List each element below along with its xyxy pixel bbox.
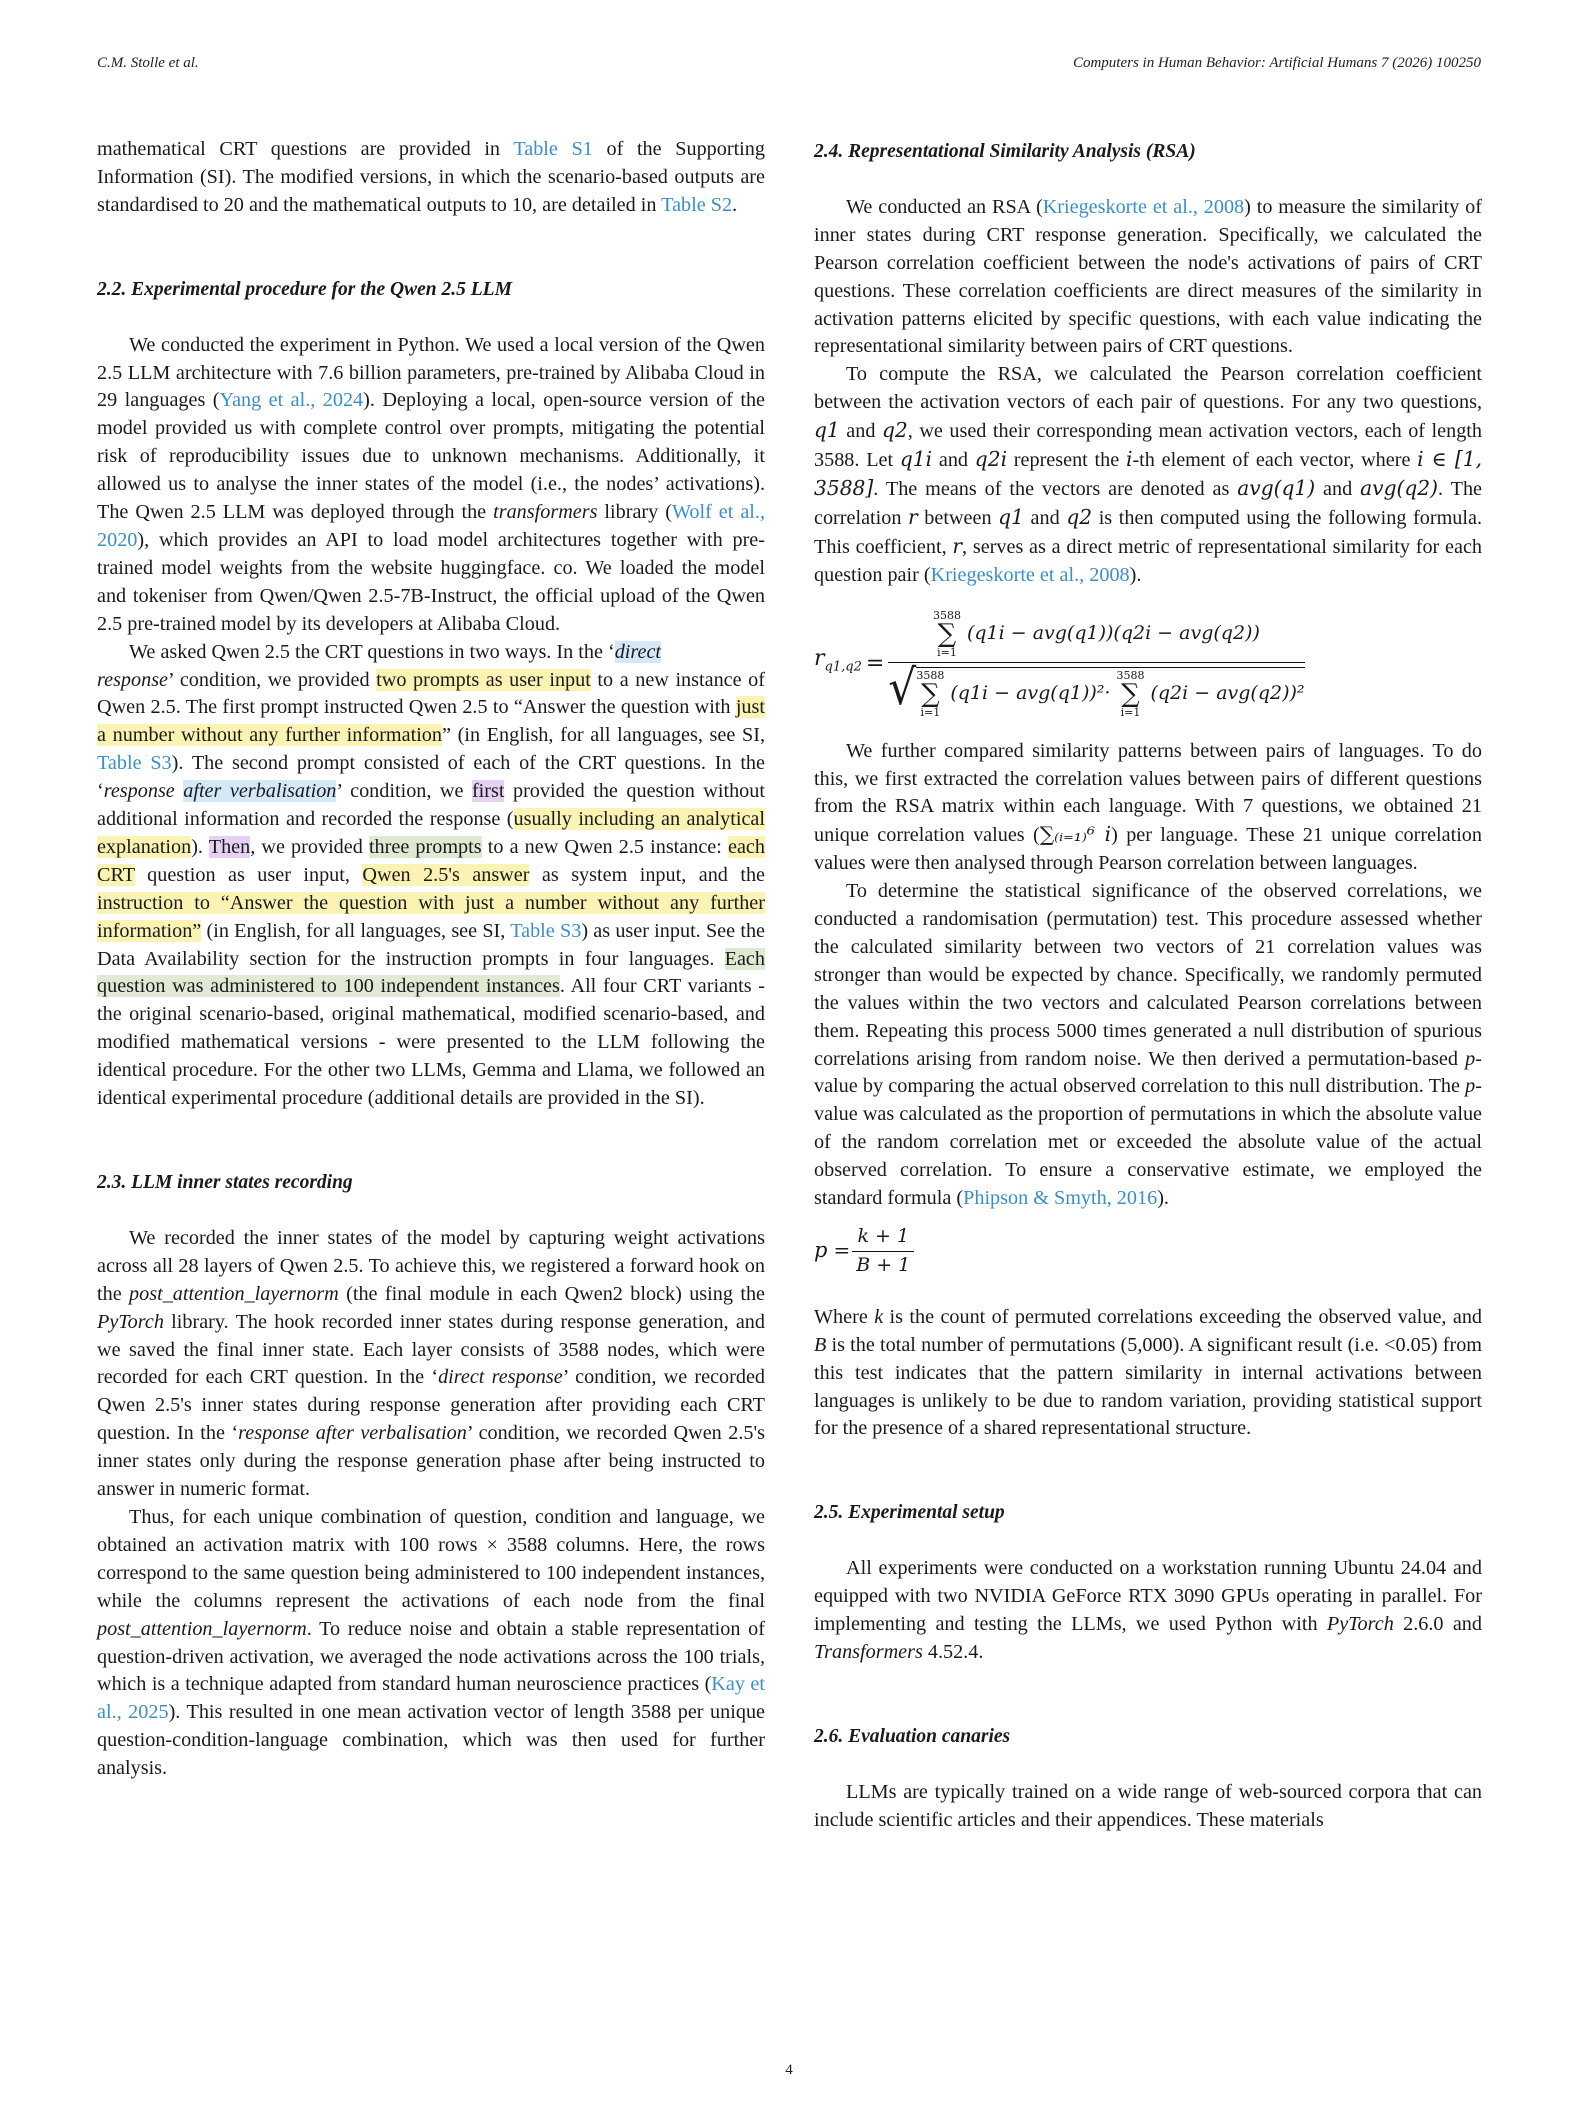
text: of the Supporting Information (SI). The modified versions, in which the scenario-based outputs are standardised to 20 and the mathematical outputs to 10, are detailed in (97, 138, 765, 216)
paragraph-2-4-4 (814, 878, 1482, 1213)
text: LLMs are typically trained on a wide range of web-sourced corpora that can include scientific articles and their appendices. These materials (814, 1780, 1482, 1831)
math-avg-q1: avg(q1) (1237, 475, 1316, 500)
kay-2025-link[interactable]: Kay et al., 2025 (97, 1673, 765, 1724)
math-range: i ∈ [1, 3588] (814, 447, 1482, 500)
highlight-yellow[interactable]: two prompts as user input (376, 668, 591, 691)
yang-2024-link[interactable]: Yang et al., 2024 (219, 389, 364, 412)
emphasis: transformers (493, 501, 598, 524)
text: ’ condition, we recorded Qwen 2.5's inner states only during the response generation phase after being instructed to answer in numeric format. (97, 1422, 765, 1501)
text: ). This resulted in one mean activation vector of length 3588 per unique question-condition-language combination, which was then used for further analysis. (97, 1701, 765, 1780)
text: -value by comparing the actual observed correlation to this null distribution. The (814, 1047, 1482, 1098)
paragraph-2-4-5 (814, 1304, 1482, 1444)
math-q1i: q1i (899, 447, 933, 472)
highlight-purple[interactable]: Then (208, 835, 251, 858)
text: , serves as a direct metric of representational similarity for each question pair ( (814, 535, 1482, 586)
text: We asked Qwen 2.5 the CRT questions in two ways. In the ‘ (129, 640, 615, 663)
section-heading-2-2: 2.2. Experimental procedure for the Qwen 2.5 LLM (97, 278, 512, 300)
section-heading-2-5: 2.5. Experimental setup (814, 1502, 1005, 1524)
emphasis: p (1465, 1075, 1476, 1098)
sum-upper: 3588 (1116, 668, 1145, 682)
highlight-blue[interactable]: direct (614, 640, 662, 663)
text: ) as user input. See the Data Availability section for the instruction prompts in four languages. (97, 919, 766, 970)
text: To compute the RSA, we calculated the Pearson correlation coefficient between the activation vectors of each pair of questions. For any two questions, (814, 363, 1482, 414)
math-q1: q1 (998, 504, 1024, 529)
text: ” (in English, for all languages, see SI, (442, 724, 765, 747)
math-r: r (952, 533, 963, 558)
sum-operator: 3588 ∑ i=1 (916, 668, 945, 719)
formula-denominator: B + 1 (856, 1253, 911, 1276)
text: is then computed using the following formula. This coefficient, (814, 506, 1482, 558)
text: (in English, for all languages, see SI, (201, 919, 511, 942)
section-heading-2-3: 2.3. LLM inner states recording (97, 1172, 353, 1193)
text: . The means of the vectors are denoted as (873, 477, 1238, 500)
emphasis: response after verbalisation (238, 1422, 467, 1445)
text: ). The second prompt consisted of each of the CRT questions. In the ‘ (97, 752, 765, 803)
math-r: r (908, 504, 918, 529)
section-heading-2-6: 2.6. Evaluation canaries (814, 1725, 1011, 1747)
formula-numerator: k + 1 (857, 1225, 910, 1247)
table-s2-link[interactable]: Table S2 (661, 193, 733, 216)
text: library ( (597, 501, 672, 524)
kriegeskorte-2008-link[interactable]: Kriegeskorte et al., 2008 (1042, 195, 1245, 218)
pearson-correlation-formula: $r_{q1,q2}$ = 3588 ∑ i=1 (q1i − avg(q1))(q2i − avg(q2)) √ 3588 ∑ i=1 (q1i − avg(q1))²· 3588 ∑ i=1 (q2i − avg(q2))² (814, 608, 1305, 719)
emphasis: response (103, 780, 184, 803)
running-head-journal: Computers in Human Behavior: Artificial Humans 7 (2026) 100250 (1072, 55, 1481, 71)
phipson-smyth-2016-link[interactable]: Phipson & Smyth, 2016 (963, 1187, 1158, 1210)
text: to a new Qwen 2.5 instance: (481, 835, 729, 858)
text: , we provided (250, 835, 369, 858)
wolf-2020-link[interactable]: Wolf et al., 2020 (97, 501, 765, 551)
text: Where (814, 1305, 875, 1328)
p-value-formula: p = $\frac{k + 1}{B + 1}$ (814, 1223, 1482, 1280)
table-s1-link[interactable]: Table S1 (513, 138, 593, 160)
table-s3-link[interactable]: Table S3 (97, 752, 172, 775)
running-head-authors: C.M. Stolle et al. (97, 55, 199, 71)
math-q2i: q2i (974, 447, 1008, 472)
text: and (1315, 477, 1361, 500)
sum-operator: 3588 ∑ i=1 (1116, 668, 1145, 719)
sqrt: √ 3588 ∑ i=1 (q1i − avg(q1))²· 3588 ∑ i=1 (q2i − avg(q2))² (888, 659, 1305, 719)
denominator-term-1: (q1i − avg(q1))²· (950, 681, 1111, 704)
highlight-green[interactable]: Each question was administered to 100 independent instances (97, 947, 765, 998)
text: ). Deploying a local, open-source version of the model provided us with complete control over prompts, mitigating the potential risk of reproducibility issues due to unknown mechanisms. Additionally, it allowed us to analyse the inner states of the model (i.e., the nodes’ activations). The Qwen 2.5 LLM was deployed through the (97, 389, 765, 524)
formula-fraction (888, 610, 1304, 718)
text: ). (1129, 563, 1142, 586)
emphasis: PyTorch (97, 1310, 164, 1333)
text: library. The hook recorded inner states during response generation, and we saved the final inner state. Each layer consists of 3588 nodes, which were recorded for each CRT question. In the ‘ (97, 1310, 765, 1389)
text: , we used their corresponding mean activation vectors, each of length 3588. Let (814, 420, 1482, 472)
text: ). (191, 835, 209, 858)
text: We conducted an RSA ( (846, 195, 1043, 218)
highlight-blue[interactable]: after verbalisation (183, 780, 337, 803)
text: 4.52.4. (922, 1640, 984, 1663)
text: -value was calculated as the proportion of permutations in which the absolute value of the random correlation met or exceeded the absolute value of the actual observed correlation. To ensure a conservative estimate, we employed the standard formula ( (814, 1075, 1482, 1210)
sum-upper: 3588 (916, 668, 945, 682)
text: We conducted the experiment in Python. We used a local version of the Qwen 2.5 LLM architecture with 7.6 billion parameters, pre-trained by Alibaba Cloud in 29 languages ( (97, 333, 765, 412)
formula-r: r (814, 646, 825, 672)
text: ) to measure the similarity of inner states during CRT response generation. Specifically, we calculated the Pearson correlation coefficient between the node's activations of pairs of CRT questions. These correlation coefficients are direct measures of the similarity in activation patterns elicited by specific questions, with each value indicating the representational similarity between pairs of CRT questions. (814, 195, 1482, 358)
text: To determine the statistical significance of the observed correlations, we conducted a randomisation (permutation) test. This procedure assessed whether the calculated similarity between two vectors of 21 correlation values was stronger than would be expected by chance. Specifically, we randomly permuted the values within the two vectors and calculated Pearson correlations between them. Repeating this process 5000 times generated a null distribution of spurious correlations arising from random noise. We then derived a permutation-based (814, 880, 1482, 1070)
text: ), which provides an API to load model architectures together with pre-trained model weights from the website huggingface. co. We loaded the model and tokeniser from Qwen/Qwen 2.5-7B-Instruct, the official upload of the Qwen 2.5 pre-trained model by its developers at Alibaba Cloud. (97, 528, 765, 635)
numerator-term: (q1i − avg(q1))(q2i − avg(q2)) (966, 621, 1260, 644)
text: We recorded the inner states of the model by capturing weight activations across all 28 layers of Qwen 2.5. To achieve this, we registered a forward hook on the (97, 1226, 765, 1305)
text: We further compared similarity patterns between pairs of languages. To do this, we first extracted the correlation values between pairs of different questions from the RSA matrix within each language. With 7 questions, we obtained 21 unique correlation values ( (814, 739, 1482, 847)
highlight-yellow[interactable]: instruction to “Answer the question with just a number without any further information” (97, 891, 765, 942)
emphasis: direct response (438, 1366, 563, 1389)
text: ). (1157, 1187, 1169, 1210)
math-q2: q2 (881, 418, 908, 443)
emphasis: PyTorch (1326, 1613, 1394, 1636)
text: provided the question without additional information and recorded the response ( (97, 780, 765, 831)
highlight-yellow[interactable]: Qwen 2.5's answer (362, 863, 530, 886)
math-i: i (1125, 447, 1133, 472)
sum-lower: i=1 (920, 705, 941, 719)
text: Thus, for each unique combination of question, condition and language, we obtained an activation matrix with 100 rows × 3588 columns. Here, the rows correspond to the same question being administered to 100 independent instances, while the columns represent the activations of each node from the final (97, 1505, 765, 1612)
text: ’ condition, we recorded Qwen 2.5's inner states during response generation after providing each CRT question. In the ‘ (97, 1366, 766, 1445)
paragraph-2-3-2 (97, 1504, 765, 1783)
text: (the final module in each Qwen2 block) using the (338, 1282, 765, 1305)
math-q1: q1 (814, 418, 840, 443)
paragraph-2-4-3 (814, 738, 1482, 879)
emphasis: Transformers (814, 1640, 923, 1663)
text: . (732, 193, 738, 216)
text: mathematical CRT questions are provided in (97, 138, 514, 160)
text: is the total number of permutations (5,000). A significant result (i.e. <0.05) from this test indicates that the pattern similarity in internal activations between languages is unlikely to be due to random variation, providing statistical support for the presence of a shared representational structure. (814, 1333, 1482, 1440)
text: and (839, 420, 882, 443)
math-q2: q2 (1066, 504, 1093, 529)
text: is the count of permuted correlations exceeding the observed value, and (883, 1305, 1483, 1328)
highlight-green[interactable]: three prompts (368, 835, 482, 858)
emphasis: B (814, 1333, 827, 1356)
paragraph-2-4-2 (814, 361, 1482, 589)
emphasis: response (97, 668, 169, 691)
intro-paragraph (97, 136, 765, 220)
paragraph-2-6-1 (814, 1779, 1482, 1835)
highlight-yellow[interactable]: each CRT (97, 835, 765, 886)
math-avg-q2: avg(q2) (1360, 475, 1439, 500)
text: to a new instance of Qwen 2.5. The first prompt instructed Qwen 2.5 to “Answer the question with (97, 668, 765, 719)
highlight-yellow[interactable]: usually including an analytical explanation (97, 808, 765, 858)
text: All experiments were conducted on a workstation running Ubuntu 24.04 and equipped with two NVIDIA GeForce RTX 3090 GPUs operating in parallel. For implementing and testing the LLMs, we used Python with (814, 1557, 1482, 1636)
text: and (1023, 506, 1067, 529)
text: . All four CRT variants - the original scenario-based, original mathematical, modified scenario-based, and modified mathematical versions - were presented to the LLM following the identical procedure. For the other two LLMs, Gemma and Llama, we followed an identical experimental procedure (additional details are provided in the SI). (97, 975, 766, 1110)
sum-lower: i=1 (1120, 705, 1141, 719)
paragraph-2-3-1 (97, 1225, 765, 1504)
paragraph-2-2-2 (97, 639, 765, 1113)
text: as system input, and the (529, 863, 766, 886)
section-heading-2-4: 2.4. Representational Similarity Analysis (RSA) (814, 141, 1196, 162)
text: . To reduce noise and obtain a stable representation of question-driven activation, we averaged the node activations across the 100 trials, which is a technique adapted from standard human neuroscience practices ( (97, 1617, 765, 1696)
emphasis: k (874, 1305, 884, 1328)
sum-operator: 3588 ∑ i=1 (932, 608, 961, 659)
emphasis: p (1465, 1047, 1476, 1070)
formula-r-subscript: q1,q2 (824, 659, 862, 675)
formula-fraction (852, 1223, 914, 1280)
page-number: 4 (785, 2062, 793, 2078)
table-s3-link[interactable]: Table S3 (510, 919, 582, 942)
text: ) per language. These 21 unique correlation values were then analysed through Pearson correlation between languages. (814, 824, 1482, 875)
formula-p: p (814, 1238, 828, 1263)
text: -th element of each vector, where (1132, 449, 1418, 472)
text: and (932, 449, 975, 472)
kriegeskorte-2008-link[interactable]: Kriegeskorte et al., 2008 (930, 563, 1130, 586)
text: ’ condition, we provided (168, 668, 377, 691)
sum-upper: 3588 (932, 608, 961, 622)
highlight-purple[interactable]: first (471, 780, 505, 803)
formula-denominator (888, 659, 1305, 719)
sum-lower: i=1 (937, 645, 957, 659)
text: question as user input, (134, 863, 363, 886)
right-column (814, 138, 1482, 1835)
paragraph-2-4-1 (814, 194, 1482, 361)
denominator-term-2: (q2i − avg(q2))² (1150, 681, 1305, 704)
math-sum-6: ∑₍ᵢ₌₁₎⁶ i (1039, 822, 1112, 847)
left-column (97, 136, 765, 1783)
text: 2.6.0 and (1393, 1613, 1482, 1636)
paragraph-2-2-1 (97, 332, 765, 639)
formula-numerator (927, 610, 1266, 662)
text: . The correlation (814, 477, 1482, 529)
text: between (917, 506, 999, 529)
highlight-yellow[interactable]: just a number without any further information (97, 696, 765, 747)
emphasis: post_attention_layernorm (129, 1282, 339, 1305)
paragraph-2-5-1 (814, 1555, 1482, 1667)
emphasis: post_attention_layernorm (97, 1617, 307, 1640)
text: represent the (1007, 449, 1126, 472)
formula-lhs (814, 645, 862, 681)
text: ’ condition, we (336, 780, 472, 803)
